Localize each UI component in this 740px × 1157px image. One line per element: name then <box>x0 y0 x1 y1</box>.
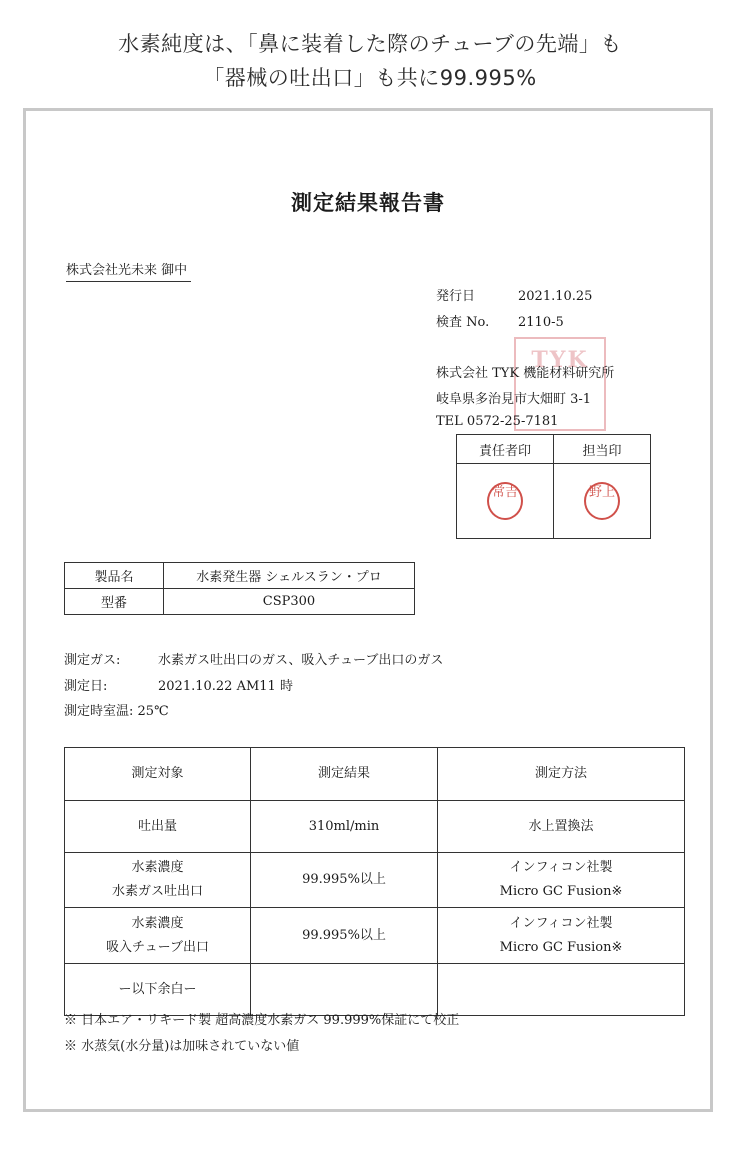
row-target <box>65 908 251 964</box>
temp-value: 25℃ <box>137 704 169 719</box>
table-row <box>65 964 685 1016</box>
issue-date-label: 発行日 <box>436 289 476 304</box>
note-2: ※ 水蒸気(水分量)は加味されていない値 <box>64 1039 300 1054</box>
results-header-row <box>65 748 685 801</box>
row-target: ー以下余白ー <box>65 964 251 1016</box>
method-line-2: Micro GC Fusion※ <box>499 884 623 899</box>
method-line-1: 水上置換法 <box>528 818 594 834</box>
row-method <box>438 801 685 853</box>
row-result: 310ml/min <box>251 801 438 853</box>
date-value: 2021.10.22 AM11 時 <box>158 679 293 694</box>
row-target <box>65 801 251 853</box>
model-label: 型番 <box>65 589 164 615</box>
header-result: 測定結果 <box>251 748 438 801</box>
company-seal-text: TYK <box>531 347 589 373</box>
product-name-label: 製品名 <box>65 563 164 589</box>
header-target: 測定対象 <box>65 748 251 801</box>
row-result <box>251 964 438 1016</box>
date-row <box>64 675 293 694</box>
inspection-label: 検査 No. <box>436 315 490 330</box>
issuer-company: 株式会社 TYK 機能材料研究所 <box>436 366 615 381</box>
temp-label: 測定時室温: <box>64 704 134 719</box>
row-method <box>438 853 685 908</box>
method-line-1: インフィコン社製 <box>509 915 613 931</box>
target-line-2: 吸入チューブ出口 <box>106 939 209 955</box>
row-result: 99.995%以上 <box>251 908 438 964</box>
stamp-table <box>456 434 651 539</box>
row-method <box>438 964 685 1016</box>
report-title: 測定結果報告書 <box>291 190 445 215</box>
results-table <box>64 747 685 1016</box>
staff-seal: 野上 <box>584 482 620 520</box>
issuer-tel: TEL 0572-25-7181 <box>436 414 559 429</box>
target-line-2: 水素ガス吐出口 <box>111 884 203 899</box>
caption-line-2: 「器械の吐出口」も共に99.995% <box>203 66 537 90</box>
table-row <box>65 801 685 853</box>
caption-line-1: 水素純度は、「鼻に装着した際のチューブの先端」も <box>118 32 622 56</box>
method-line-2: Micro GC Fusion※ <box>499 939 623 955</box>
responsible-label: 責任者印 <box>457 435 554 464</box>
responsible-stamp-cell <box>457 464 554 539</box>
inspection-row <box>436 311 564 330</box>
target-line-1: 水素濃度 <box>131 915 184 931</box>
responsible-seal: 常吉 <box>487 482 523 520</box>
date-label: 測定日: <box>64 679 108 694</box>
row-target <box>65 853 251 908</box>
table-row <box>65 853 685 908</box>
gas-row <box>64 649 443 668</box>
product-name: 水素発生器 シェルスラン・プロ <box>164 563 415 589</box>
product-table <box>64 562 415 615</box>
header-method: 測定方法 <box>438 748 685 801</box>
issue-date-row <box>436 285 592 304</box>
model-number: CSP300 <box>164 589 415 615</box>
inspection-no: 2110-5 <box>518 315 564 330</box>
method-line-1: インフィコン社製 <box>509 860 613 875</box>
row-method <box>438 908 685 964</box>
issuer-address: 岐阜県多治見市大畑町 3-1 <box>436 392 592 407</box>
recipient: 株式会社光未来 御中 <box>66 259 191 282</box>
measurement-report-document <box>23 108 713 1112</box>
temp-row <box>64 700 169 719</box>
staff-stamp-cell <box>554 464 651 539</box>
gas-value: 水素ガス吐出口のガス、吸入チューブ出口のガス <box>158 653 444 668</box>
target-line-1: 水素濃度 <box>131 860 184 875</box>
row-result: 99.995%以上 <box>251 853 438 908</box>
note-1: ※ 日本エア・リキード製 超高濃度水素ガス 99.999%保証にて校正 <box>64 1013 460 1028</box>
gas-label: 測定ガス: <box>64 653 121 668</box>
table-row <box>65 908 685 964</box>
issue-date: 2021.10.25 <box>518 289 593 304</box>
staff-label: 担当印 <box>554 435 651 464</box>
target-line-1: 吐出量 <box>137 818 177 834</box>
